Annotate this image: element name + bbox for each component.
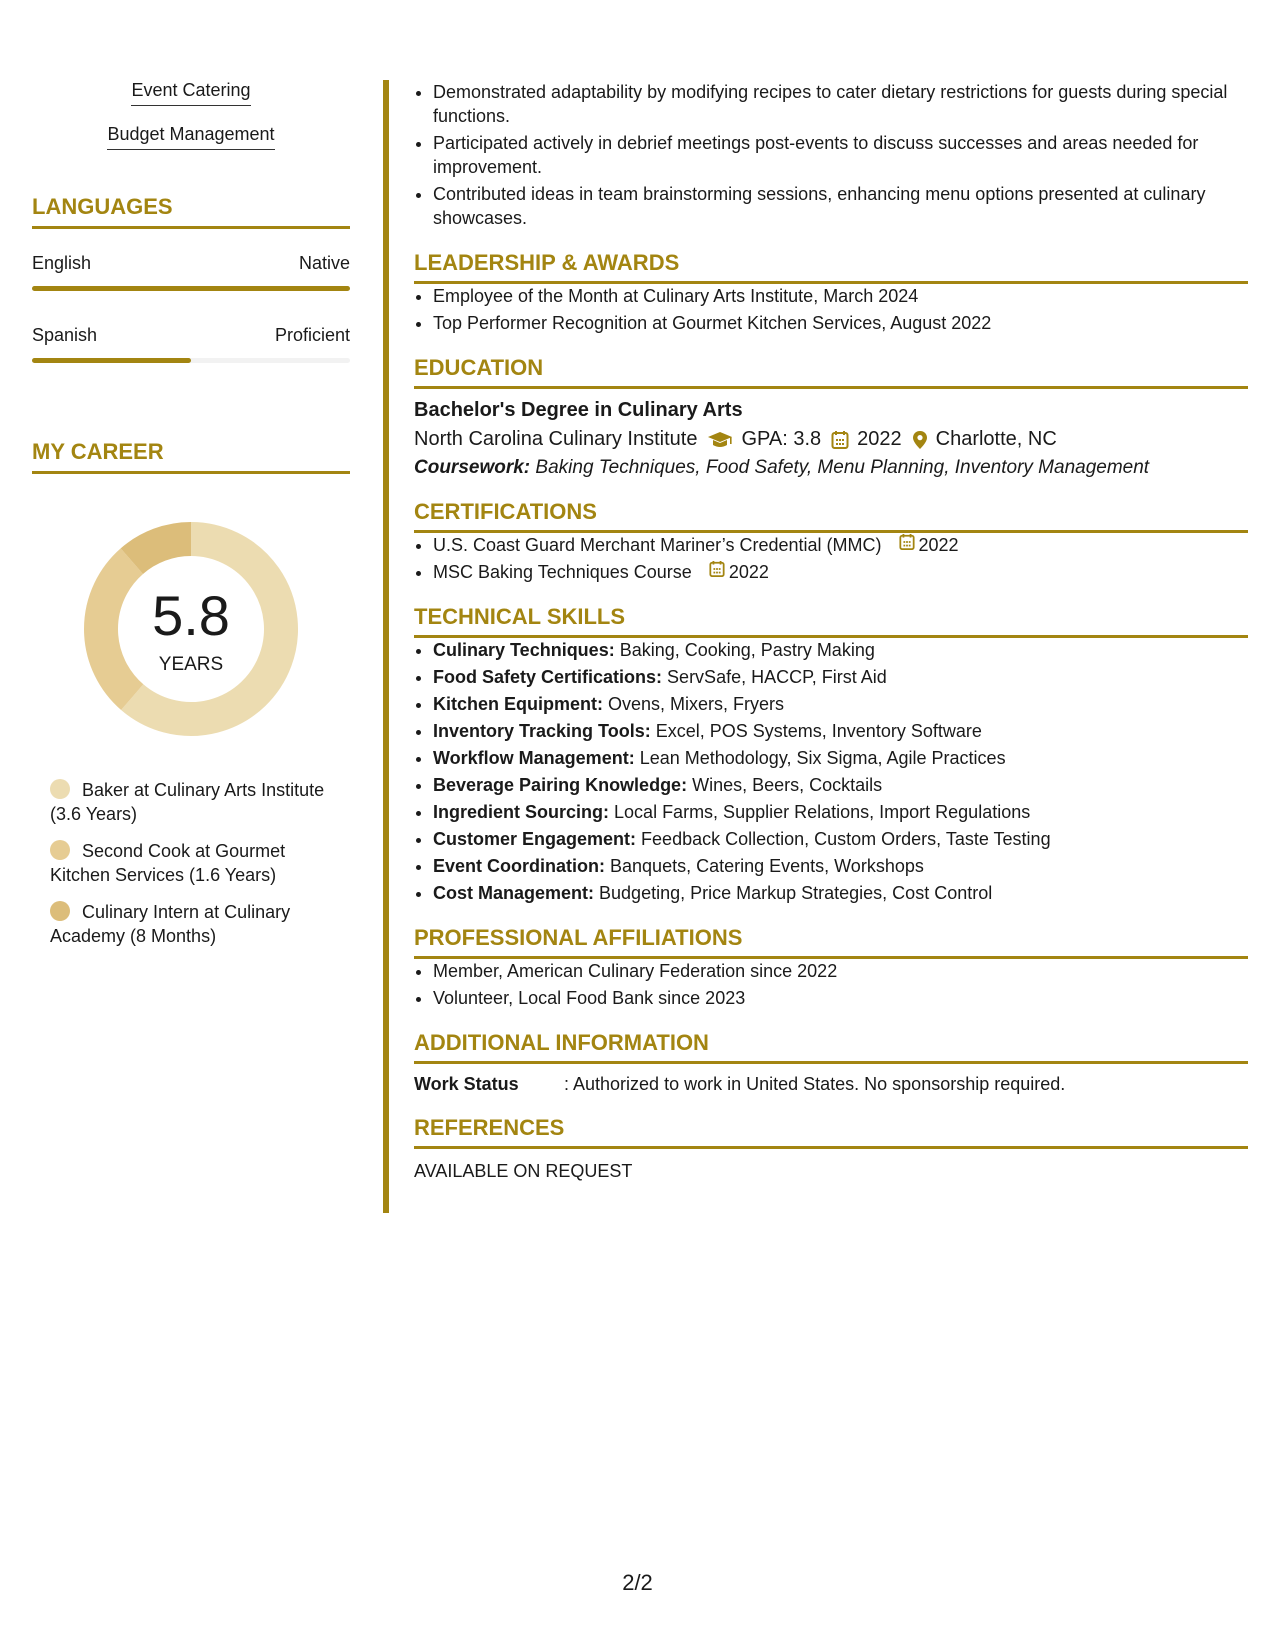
- certifications-section: [414, 499, 1248, 584]
- technical-skill-item: [433, 719, 1248, 743]
- career-total-value: 5.8: [152, 584, 230, 647]
- career-legend-label: Culinary Intern at Culinary Academy (8 Months): [50, 902, 291, 946]
- technical-skill-value: Wines, Beers, Cocktails: [692, 775, 883, 795]
- experience-bullet: • Contributed ideas in team brainstorming sessions, enhancing menu options presented at culinary showcases.: [433, 182, 1248, 230]
- technical-skill-item: [433, 773, 1248, 797]
- technical-skill-item: [433, 746, 1248, 770]
- career-section: [32, 439, 350, 948]
- technical-skill-label: Cost Management:: [433, 883, 595, 903]
- affiliation-item: • Volunteer, Local Food Bank since 2023: [433, 986, 1248, 1010]
- technical-skill-label: Workflow Management:: [433, 748, 635, 768]
- technical-skill-value: Excel, POS Systems, Inventory Software: [655, 721, 982, 741]
- technical-skill-value: Budgeting, Price Markup Strategies, Cost Control: [599, 883, 993, 903]
- leadership-heading: LEADERSHIP & AWARDS: [414, 250, 1248, 284]
- certification-item: [433, 533, 1248, 557]
- coursework: [414, 457, 1248, 479]
- leadership-section: [414, 250, 1248, 335]
- experience-bullets: [414, 80, 1248, 230]
- technical-skill-value: Lean Methodology, Six Sigma, Agile Practices: [639, 748, 1006, 768]
- left-column: [32, 80, 350, 961]
- certification-item: [433, 560, 1248, 584]
- references-heading: REFERENCES: [414, 1115, 1248, 1149]
- legend-dot: [50, 840, 70, 860]
- legend-dot: [50, 901, 70, 921]
- technical-skill-label: Beverage Pairing Knowledge:: [433, 775, 688, 795]
- technical-skill-item: [433, 800, 1248, 824]
- education-details: [414, 428, 1248, 451]
- technical-skill-item: [433, 854, 1248, 878]
- award-item: • Top Performer Recognition at Gourmet Kitchen Services, August 2022: [433, 311, 1248, 335]
- skill-tag: Event Catering: [131, 80, 250, 106]
- work-status-value: : Authorized to work in United States. No sponsorship required.: [564, 1074, 1066, 1094]
- technical-skills-heading: TECHNICAL SKILLS: [414, 604, 1248, 638]
- page-number: 2/2: [622, 1570, 653, 1595]
- technical-skill-label: Event Coordination:: [433, 856, 605, 876]
- graduation-cap-icon: [707, 430, 733, 450]
- technical-skill-label: Inventory Tracking Tools:: [433, 721, 651, 741]
- technical-skills-list: [414, 638, 1248, 905]
- technical-skill-value: ServSafe, HACCP, First Aid: [667, 667, 887, 687]
- certification-year: 2022: [728, 562, 769, 582]
- certification-year: 2022: [918, 535, 959, 555]
- language-name: Spanish: [32, 325, 98, 345]
- technical-skill-item: [433, 881, 1248, 905]
- affiliation-item: • Member, American Culinary Federation since 2022: [433, 959, 1248, 983]
- technical-skill-label: Culinary Techniques:: [433, 640, 615, 660]
- technical-skill-value: Feedback Collection, Custom Orders, Taste Testing: [641, 829, 1051, 849]
- technical-skill-item: [433, 665, 1248, 689]
- technical-skill-value: Ovens, Mixers, Fryers: [608, 694, 785, 714]
- technical-skill-item: [433, 827, 1248, 851]
- references-section: [414, 1115, 1248, 1182]
- graduation-year: 2022: [857, 428, 902, 450]
- career-legend-item: [50, 778, 350, 826]
- affiliations-heading: PROFESSIONAL AFFILIATIONS: [414, 925, 1248, 959]
- technical-skill-label: Customer Engagement:: [433, 829, 637, 849]
- certification-name: MSC Baking Techniques Course: [433, 562, 692, 582]
- additional-info-section: [414, 1030, 1248, 1095]
- language-item: [32, 325, 350, 363]
- experience-bullet: • Participated actively in debrief meetings post-events to discuss successes and areas needed for improvement.: [433, 131, 1248, 179]
- technical-skill-value: Banquets, Catering Events, Workshops: [610, 856, 924, 876]
- technical-skill-label: Food Safety Certifications:: [433, 667, 663, 687]
- language-level: Proficient: [274, 325, 350, 345]
- donut-slice: [132, 539, 191, 561]
- career-legend-item: [50, 900, 350, 948]
- coursework-list: Baking Techniques, Food Safety, Menu Planning, Inventory Management: [535, 457, 1150, 478]
- education-heading: EDUCATION: [414, 355, 1248, 389]
- education-section: [414, 355, 1248, 479]
- technical-skill-label: Ingredient Sourcing:: [433, 802, 610, 822]
- calendar-icon: [709, 560, 729, 584]
- languages-heading: LANGUAGES: [32, 194, 350, 229]
- technical-skill-label: Kitchen Equipment:: [433, 694, 603, 714]
- career-heading: MY CAREER: [32, 439, 350, 474]
- experience-bullet: • Demonstrated adaptability by modifying recipes to cater dietary restrictions for guests during special functions.: [433, 80, 1248, 128]
- career-legend-label: Second Cook at Gourmet Kitchen Services (1.6 Years): [50, 841, 286, 885]
- right-column: [414, 80, 1248, 1182]
- language-bar: [32, 286, 350, 291]
- leadership-list: [414, 284, 1248, 335]
- coursework-label: Coursework:: [414, 457, 531, 478]
- affiliations-list: [414, 959, 1248, 1010]
- technical-skill-value: Local Farms, Supplier Relations, Import Regulations: [614, 802, 1031, 822]
- skill-tag: Budget Management: [107, 124, 274, 150]
- school-location: Charlotte, NC: [935, 428, 1057, 450]
- legend-dot: [50, 779, 70, 799]
- award-item: • Employee of the Month at Culinary Arts Institute, March 2024: [433, 284, 1248, 308]
- technical-skills-section: [414, 604, 1248, 905]
- languages-section: [32, 194, 350, 363]
- affiliations-section: [414, 925, 1248, 1010]
- skill-tags: [32, 80, 350, 168]
- technical-skill-item: [433, 692, 1248, 716]
- gpa: GPA: 3.8: [741, 428, 822, 450]
- school-name: North Carolina Culinary Institute: [414, 428, 698, 450]
- work-status-row: [414, 1074, 1248, 1095]
- career-donut-chart: [76, 514, 306, 744]
- career-total-unit: YEARS: [158, 654, 224, 675]
- language-bar: [32, 358, 350, 363]
- references-text: AVAILABLE ON REQUEST: [414, 1161, 633, 1181]
- technical-skill-item: [433, 638, 1248, 662]
- language-level: Native: [298, 253, 350, 273]
- certifications-list: [414, 533, 1248, 584]
- calendar-icon: [831, 430, 849, 450]
- additional-info-heading: ADDITIONAL INFORMATION: [414, 1030, 1248, 1064]
- career-legend-item: [50, 839, 350, 887]
- degree-title: Bachelor's Degree in Culinary Arts: [414, 399, 743, 421]
- language-bar-fill: [32, 358, 191, 363]
- column-divider: [383, 80, 389, 1213]
- career-legend-label: Baker at Culinary Arts Institute (3.6 Years): [50, 780, 325, 824]
- work-status-label: Work Status: [414, 1074, 519, 1094]
- certifications-heading: CERTIFICATIONS: [414, 499, 1248, 533]
- certification-name: U.S. Coast Guard Merchant Mariner’s Credential (MMC): [433, 535, 882, 555]
- language-name: English: [32, 253, 92, 273]
- location-pin-icon: [912, 430, 928, 450]
- language-bar-fill: [32, 286, 350, 291]
- career-legend: [32, 778, 350, 948]
- calendar-icon: [899, 533, 919, 557]
- language-item: [32, 253, 350, 291]
- technical-skill-value: Baking, Cooking, Pastry Making: [619, 640, 875, 660]
